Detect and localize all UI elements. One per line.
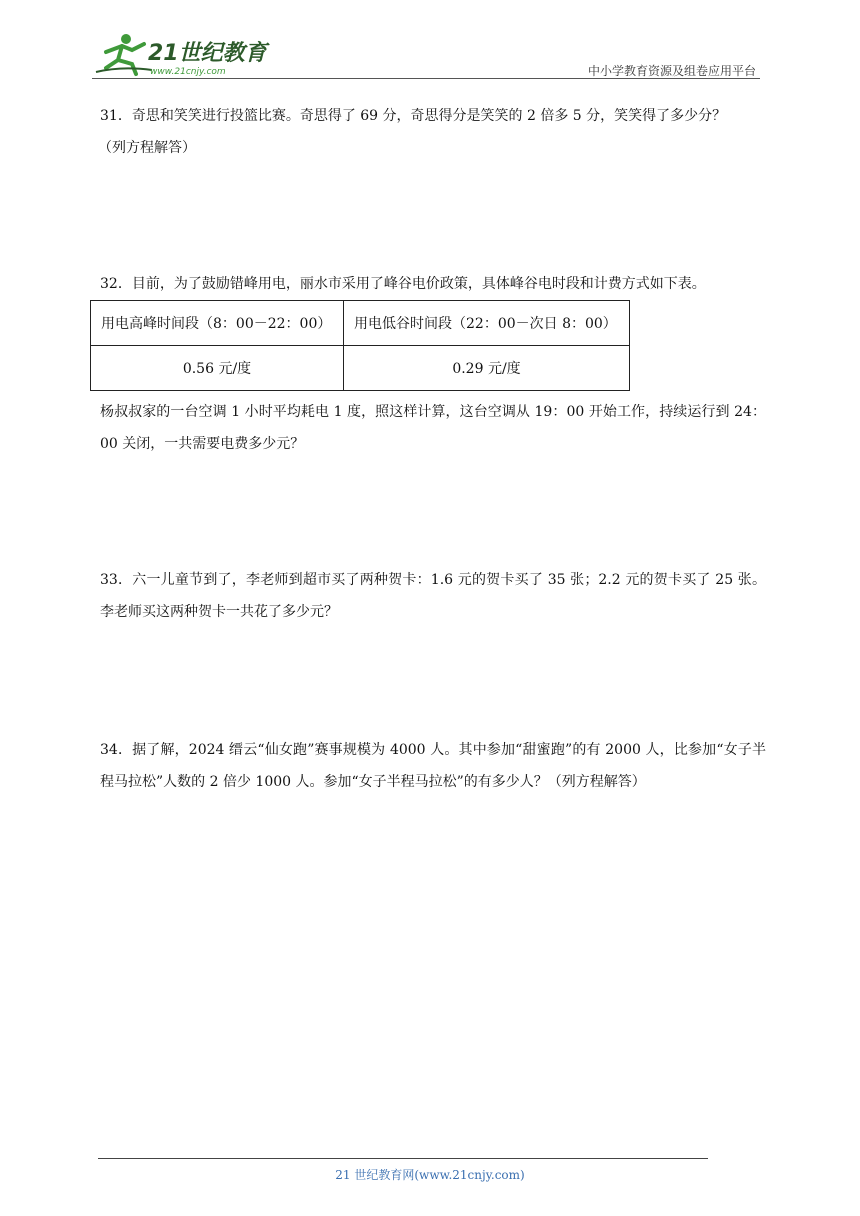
logo xyxy=(92,30,272,78)
logo-url: www.21cnjy.com xyxy=(150,67,226,77)
peak-period-cell: 用电高峰时间段（8：00－22：00） xyxy=(91,301,344,346)
logo-text: 21世纪教育 xyxy=(148,41,267,66)
footer-link[interactable]: 21 世纪教育网(www.21cnjy.com) xyxy=(335,1168,525,1182)
footer-divider xyxy=(98,1158,708,1159)
question-31 xyxy=(100,100,766,164)
price-table-header-row xyxy=(91,301,630,346)
runner-icon xyxy=(96,34,152,74)
question-32-intro xyxy=(100,268,766,300)
question-33-text: 33．六一儿童节到了，李老师到超市买了两种贺卡：1.6 元的贺卡买了 35 张；2.2 元的贺卡买了 25 张。李老师买这两种贺卡一共花了多少元？ xyxy=(100,572,766,620)
price-table-value-row xyxy=(91,346,630,391)
question-33 xyxy=(100,564,766,628)
question-32-intro-text: 32．目前，为了鼓励错峰用电，丽水市采用了峰谷电价政策，具体峰谷电时段和计费方式如下表。 xyxy=(100,276,706,292)
question-31-line1: 31．奇思和笑笑进行投篮比赛。奇思得了 69 分，奇思得分是笑笑的 2 倍多 5 分，笑笑得了多少分？ xyxy=(100,108,727,124)
peak-price-cell: 0.56 元/度 xyxy=(91,346,344,391)
header-divider xyxy=(92,78,760,79)
valley-period-cell: 用电低谷时间段（22：00－次日 8：00） xyxy=(344,301,630,346)
header-platform-text: 中小学教育资源及组卷应用平台 xyxy=(587,64,756,78)
page-header xyxy=(92,30,760,80)
question-34 xyxy=(100,734,766,798)
question-34-text: 34．据了解，2024 缙云“仙女跑”赛事规模为 4000 人。其中参加“甜蜜跑”的有 2000 人，比参加“女子半程马拉松”人数的 2 倍少 1000 人。参加“女子半程马拉松”的有多少人？（列方程解答） xyxy=(100,742,766,790)
price-table xyxy=(90,300,630,391)
valley-price-cell: 0.29 元/度 xyxy=(344,346,630,391)
question-31-line2: （列方程解答） xyxy=(98,140,196,156)
question-32-body xyxy=(100,396,766,460)
question-32-text: 杨叔叔家的一台空调 1 小时平均耗电 1 度，照这样计算，这台空调从 19：00 开始工作，持续运行到 24：00 关闭，一共需要电费多少元？ xyxy=(100,404,766,452)
